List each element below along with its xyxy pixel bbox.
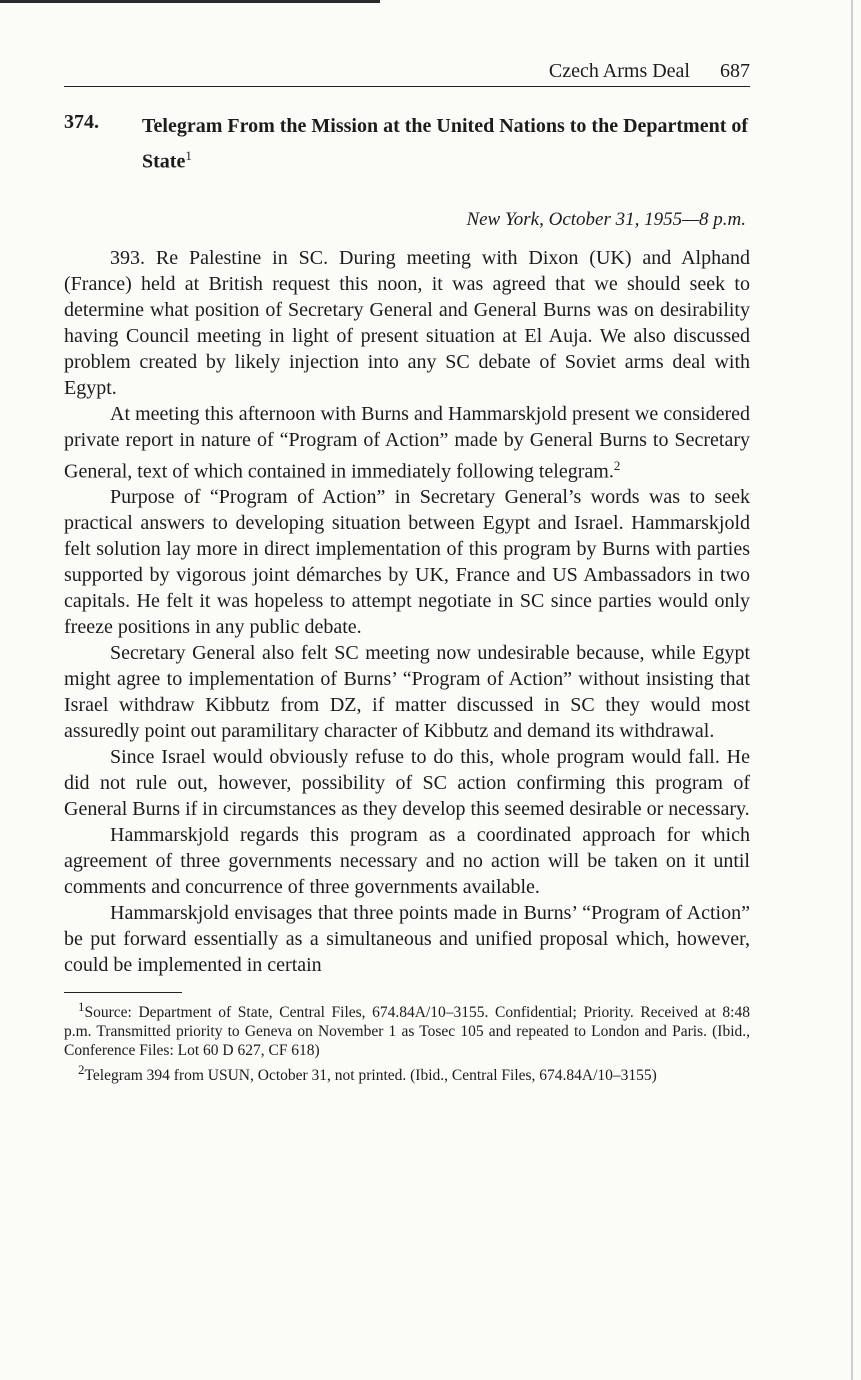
- footnotes: [64, 997, 750, 1085]
- document-heading: [64, 111, 750, 177]
- paragraph: [64, 401, 750, 485]
- document-title: [142, 111, 750, 177]
- dateline: New York, October 31, 1955—8 p.m.: [466, 208, 746, 230]
- running-head: [64, 60, 750, 87]
- top-edge-rule: [0, 0, 380, 3]
- footnote: [64, 997, 750, 1060]
- paragraph: 393. Re Palestine in SC. During meeting with Dixon (UK) and Alphand (France) held at British request this noon, it was agreed that we should seek to determine what position of Secretary General and General Burns was on desirability having Council meeting in light of present situation at El Auja. We also discussed problem created by likely injection into any SC debate of Soviet arms deal with Egypt.: [64, 246, 750, 399]
- footnote-text: Telegram 394 from USUN, October 31, not printed. (Ibid., Central Files, 674.84A/10–3155): [84, 1067, 657, 1085]
- footnote-ref-2: 2: [613, 457, 621, 473]
- document-number: 374.: [64, 111, 99, 133]
- footnote: [64, 1060, 750, 1085]
- paragraph: Purpose of “Program of Action” in Secretary General’s words was to seek practical answers to developing situation between Egypt and Israel. Hammarskjold felt solution lay more in direct implementation of this program by Burns with parties supported by vigorous joint démarches by UK, France and US Ambassadors in two capitals. He felt it was hopeless to attempt negotiate in SC since parties would only freeze positions in any public debate.: [64, 486, 750, 639]
- page-edge: [851, 0, 853, 1380]
- footnote-separator: [64, 992, 182, 993]
- footnote-marker: 1: [78, 999, 85, 1015]
- paragraph: Since Israel would obviously refuse to do this, whole program would fall. He did not rule out, however, possibility of SC action confirming this program of General Burns if in circumstances as they develop this seemed desirable or necessary.: [64, 746, 750, 821]
- running-head-title: Czech Arms Deal: [548, 60, 690, 82]
- footnote-text: Source: Department of State, Central Files, 674.84A/10–3155. Confidential; Priority. Received at 8:48 p.m. Transmitted priority to Geneva on November 1 as Tosec 105 and repeated to London and Paris. (Ibid., Conference Files: Lot 60 D 627, CF 618): [64, 1004, 750, 1060]
- paragraph: Hammarskjold envisages that three points made in Burns’ “Program of Action” be put forward essentially as a simultaneous and unified proposal which, however, could be implemented in certain: [64, 902, 750, 977]
- body-text: [64, 245, 750, 979]
- document-title-text: Telegram From the Mission at the United Nations to the Department of State: [142, 115, 749, 173]
- paragraph: Hammarskjold regards this program as a coordinated approach for which agreement of three governments necessary and no action will be taken on it until comments and concurrence of three governments available.: [64, 824, 750, 899]
- paragraph: Secretary General also felt SC meeting now undesirable because, while Egypt might agree to implementation of Burns’ “Program of Action” without insisting that Israel withdraw Kibbutz from DZ, if matter discussed in SC they would most assuredly point out paramilitary character of Kibbutz and demand its withdrawal.: [64, 642, 750, 743]
- footnote-marker: 2: [78, 1062, 85, 1078]
- paragraph-text: At meeting this afternoon with Burns and Hammarskjold present we considered private report in nature of “Program of Action” made by General Burns to Secretary General, text of which contained in immediately following telegram.: [64, 402, 750, 483]
- footnote-ref-1: 1: [185, 148, 192, 163]
- page-number: 687: [720, 60, 750, 82]
- page: [64, 60, 750, 1086]
